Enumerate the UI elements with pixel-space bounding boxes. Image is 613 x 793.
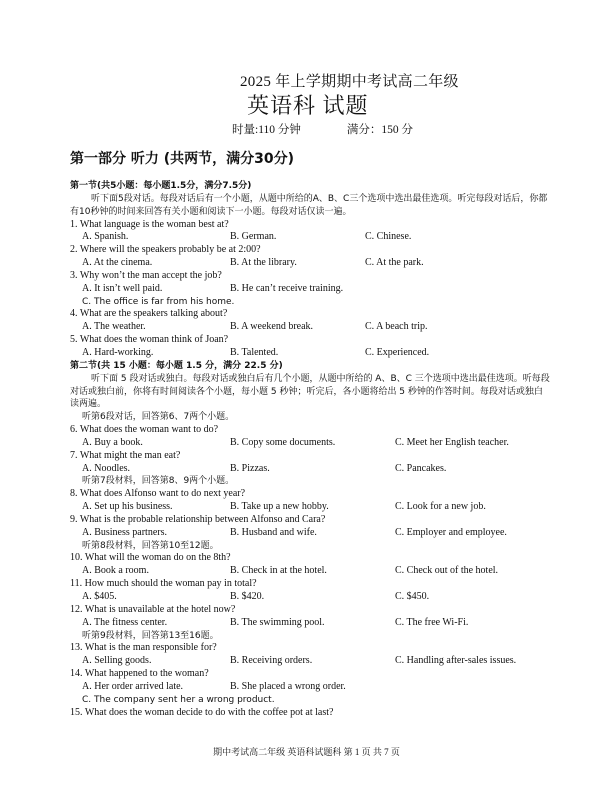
option-c: C. Pancakes. bbox=[395, 462, 447, 474]
option-c: C. The company sent her a wrong product. bbox=[82, 694, 275, 705]
question: 2. Where will the speakers probably be at 2:00? bbox=[70, 244, 261, 256]
answer-options bbox=[70, 283, 550, 296]
question: 4. What are the speakers talking about? bbox=[70, 308, 228, 320]
question: 13. What is the man responsible for? bbox=[70, 642, 217, 654]
listening-section bbox=[70, 180, 550, 719]
option-a: A. Book a room. bbox=[82, 565, 149, 577]
option-b: B. Copy some documents. bbox=[230, 436, 336, 448]
option-b: B. Talented. bbox=[230, 346, 279, 358]
option-c: C. Chinese. bbox=[365, 231, 412, 243]
answer-options bbox=[70, 347, 550, 360]
option-b: B. Take up a new hobby. bbox=[230, 501, 329, 513]
option-c: C. A beach trip. bbox=[365, 321, 428, 333]
option-c: C. At the park. bbox=[365, 257, 424, 269]
question: 8. What does Alfonso want to do next year? bbox=[70, 488, 246, 500]
answer-options bbox=[70, 681, 550, 694]
option-b: B. Receiving orders. bbox=[230, 655, 313, 667]
question: 14. What happened to the woman? bbox=[70, 668, 209, 680]
answer-options bbox=[70, 617, 550, 630]
option-c: C. Experienced. bbox=[365, 346, 430, 358]
section-heading: 第一节(共5小题：每小题1.5分，满分7.5分) bbox=[70, 181, 252, 191]
question: 12. What is unavailable at the hotel now? bbox=[70, 603, 236, 615]
option-a: A. Selling goods. bbox=[82, 655, 152, 667]
option-b: B. Pizzas. bbox=[230, 462, 270, 474]
option-c: C. The office is far from his home. bbox=[82, 296, 235, 307]
option-a: A. $405. bbox=[82, 591, 117, 602]
answer-options bbox=[70, 321, 550, 334]
exam-title-line1: 2025 年上学期期中考试高二年级 bbox=[240, 74, 459, 90]
question: 11. How much should the woman pay in total? bbox=[70, 578, 257, 590]
listening-note: 听第7段材料，回答第8、9两个小题。 bbox=[82, 476, 235, 487]
question: 1. What language is the woman best at? bbox=[70, 218, 229, 230]
option-b: B. The swimming pool. bbox=[230, 616, 325, 628]
question: 6. What does the woman want to do? bbox=[70, 424, 219, 436]
answer-options bbox=[70, 565, 550, 578]
answer-options bbox=[70, 655, 550, 668]
part-title: 第一部分 听力 (共两节，满分30分) bbox=[70, 151, 295, 167]
option-b: B. German. bbox=[230, 231, 277, 243]
option-c: C. Employer and employee. bbox=[395, 526, 507, 538]
page-footer: 期中考试高二年级 英语科试题科 第 1 页 共 7 页 bbox=[213, 747, 400, 757]
question: 9. What is the probable relationship between Alfonso and Cara? bbox=[70, 513, 326, 525]
option-c: C. The free Wi-Fi. bbox=[395, 616, 469, 628]
question: 15. What does the woman decide to do with the coffee pot at last? bbox=[70, 706, 334, 718]
option-b: B. Husband and wife. bbox=[230, 526, 317, 538]
question: 7. What might the man eat? bbox=[70, 449, 181, 461]
option-a: A. Her order arrived late. bbox=[82, 680, 184, 692]
listening-note: 听第9段材料，回答第13至16题。 bbox=[82, 630, 219, 641]
answer-options bbox=[70, 501, 550, 514]
exam-title-subject: 英语科 试题 bbox=[247, 93, 369, 118]
option-a: A. Hard-working. bbox=[82, 346, 154, 358]
answer-options bbox=[70, 231, 550, 244]
listening-note: 听第6段对话，回答第6、7两个小题。 bbox=[82, 412, 235, 423]
option-b: B. A weekend break. bbox=[230, 321, 314, 333]
option-a: A. The fitness center. bbox=[82, 616, 168, 628]
option-a: A. Set up his business. bbox=[82, 501, 173, 513]
option-a: A. Buy a book. bbox=[82, 436, 143, 448]
question: 3. Why won’t the man accept the job? bbox=[70, 269, 222, 281]
question: 5. What does the woman think of Joan? bbox=[70, 334, 229, 346]
answer-options bbox=[70, 463, 550, 476]
option-b: B. She placed a wrong order. bbox=[230, 680, 346, 692]
option-a: A. Spanish. bbox=[82, 231, 129, 243]
option-a: A. Noodles. bbox=[82, 462, 131, 474]
listening-note: 听第8段材料，回答第10至12题。 bbox=[82, 540, 219, 551]
instructions: 听下面5段对话。每段对话后有一个小题，从题中所给的A、B、C三个选项中选出最佳选项。听完每段对话后，你都有10秒钟的时间来回答有关小题和阅读下一小题。每段对话仅读一遍。 bbox=[70, 193, 548, 217]
option-a: A. At the cinema. bbox=[82, 257, 153, 269]
option-a: A. It isn’t well paid. bbox=[82, 282, 163, 294]
section-heading: 第二节(共 15 小题：每小题 1.5 分，满分 22.5 分) bbox=[70, 360, 283, 371]
option-c: C. Meet her English teacher. bbox=[395, 436, 509, 448]
answer-options bbox=[70, 527, 550, 540]
option-c: C. Look for a new job. bbox=[395, 501, 486, 513]
option-c: C. Check out of the hotel. bbox=[395, 565, 499, 577]
option-b: B. Check in at the hotel. bbox=[230, 565, 327, 577]
option-a: A. Business partners. bbox=[82, 526, 167, 538]
option-c: C. Handling after-sales issues. bbox=[395, 655, 517, 667]
question: 10. What will the woman do on the 8th? bbox=[70, 552, 231, 564]
answer-options bbox=[70, 437, 550, 450]
answer-options bbox=[70, 257, 550, 270]
exam-time-score: 时量:110 分钟 满分：150 分 bbox=[232, 124, 414, 136]
answer-options bbox=[70, 591, 550, 604]
option-a: A. The weather. bbox=[82, 321, 146, 333]
instructions: 听下面 5 段对话或独白。每段对话或独白后有几个小题，从题中所给的 A、B、C 三个选项中选出最佳选项。听每段对话或独白前，你将有时间阅读各个小题，每小题 5 秒钟；听完后，各小题将给出 5 秒钟的作答时间。每段对话或独白读两遍。 bbox=[70, 373, 550, 410]
option-b: B. He can’t receive training. bbox=[230, 282, 344, 294]
option-b: B. $420. bbox=[230, 591, 265, 602]
option-c: C. $450. bbox=[395, 591, 430, 602]
option-b: B. At the library. bbox=[230, 257, 297, 269]
